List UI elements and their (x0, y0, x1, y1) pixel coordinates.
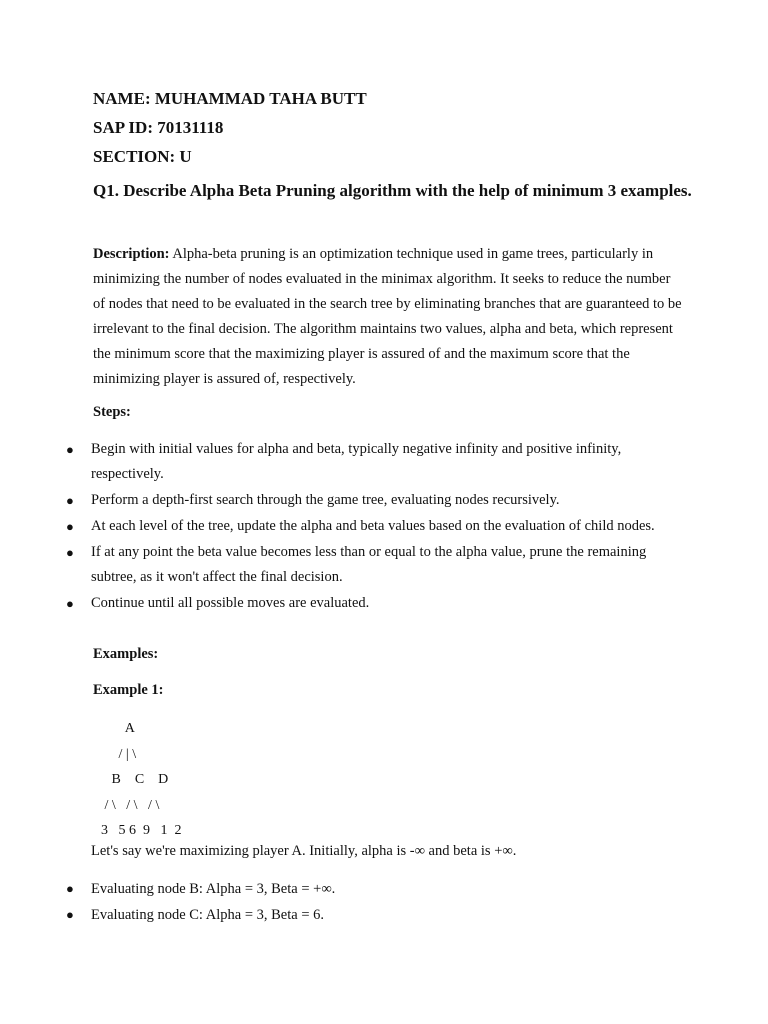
list-item: ● Begin with initial values for alpha and beta, typically negative infinity and positive infinity, respectively. (66, 437, 686, 487)
example-1-heading: Example 1: (93, 682, 164, 698)
bullet-icon: ● (66, 881, 74, 896)
bullet-icon: ● (66, 596, 74, 611)
tree-line: B C D (101, 772, 169, 787)
tree-line: / \ / \ / \ (101, 797, 160, 813)
description-label: Description: (93, 246, 170, 262)
steps-heading: Steps: (93, 404, 131, 420)
steps-list (66, 437, 686, 617)
sap-id: SAP ID: 70131118 (93, 118, 224, 137)
list-item: ● Evaluating node C: Alpha = 3, Beta = 6. (66, 902, 686, 928)
example-1-evaluations (66, 876, 686, 928)
example-1-tree (101, 716, 182, 844)
bullet-icon: ● (66, 545, 74, 560)
list-item: ● Continue until all possible moves are evaluated. (66, 591, 686, 616)
bullet-icon: ● (66, 493, 74, 508)
examples-heading: Examples: (93, 646, 159, 662)
bullet-icon: ● (66, 442, 74, 457)
bullet-icon: ● (66, 519, 74, 534)
description-text: Alpha-beta pruning is an optimization technique used in game trees, particularly in minimizing the number of nodes evaluated in the minimax algorithm. It seeks to reduce the number of nodes that need to be evaluated in the search tree by eliminating branches that are guaranteed to be irrelevant to the final decision. The algorithm maintains two values, alpha and beta, which represent the minimum score that the maximizing player is assured of and the maximum score that the minimizing player is assured of, respectively. (93, 246, 682, 387)
list-item: ● Perform a depth-first search through the game tree, evaluating nodes recursively. (66, 488, 686, 513)
list-item: ● At each level of the tree, update the alpha and beta values based on the evaluation of child nodes. (66, 514, 686, 539)
example-1-intro: Let's say we're maximizing player A. Initially, alpha is -∞ and beta is +∞. (91, 843, 517, 859)
tree-line: A (101, 721, 135, 736)
description-paragraph (93, 242, 683, 392)
bullet-icon: ● (66, 907, 74, 922)
list-item: ● Evaluating node B: Alpha = 3, Beta = +∞. (66, 876, 686, 902)
student-name: NAME: MUHAMMAD TAHA BUTT (93, 89, 367, 108)
tree-line: / | \ (101, 746, 137, 762)
tree-line: 3 5 6 9 1 2 (101, 823, 182, 838)
question-title: Q1. Describe Alpha Beta Pruning algorithm with the help of minimum 3 examples. (93, 181, 692, 200)
list-item: ● If at any point the beta value becomes less than or equal to the alpha value, prune the remaining subtree, as it won't affect the final decision. (66, 540, 686, 590)
section: SECTION: U (93, 147, 192, 166)
